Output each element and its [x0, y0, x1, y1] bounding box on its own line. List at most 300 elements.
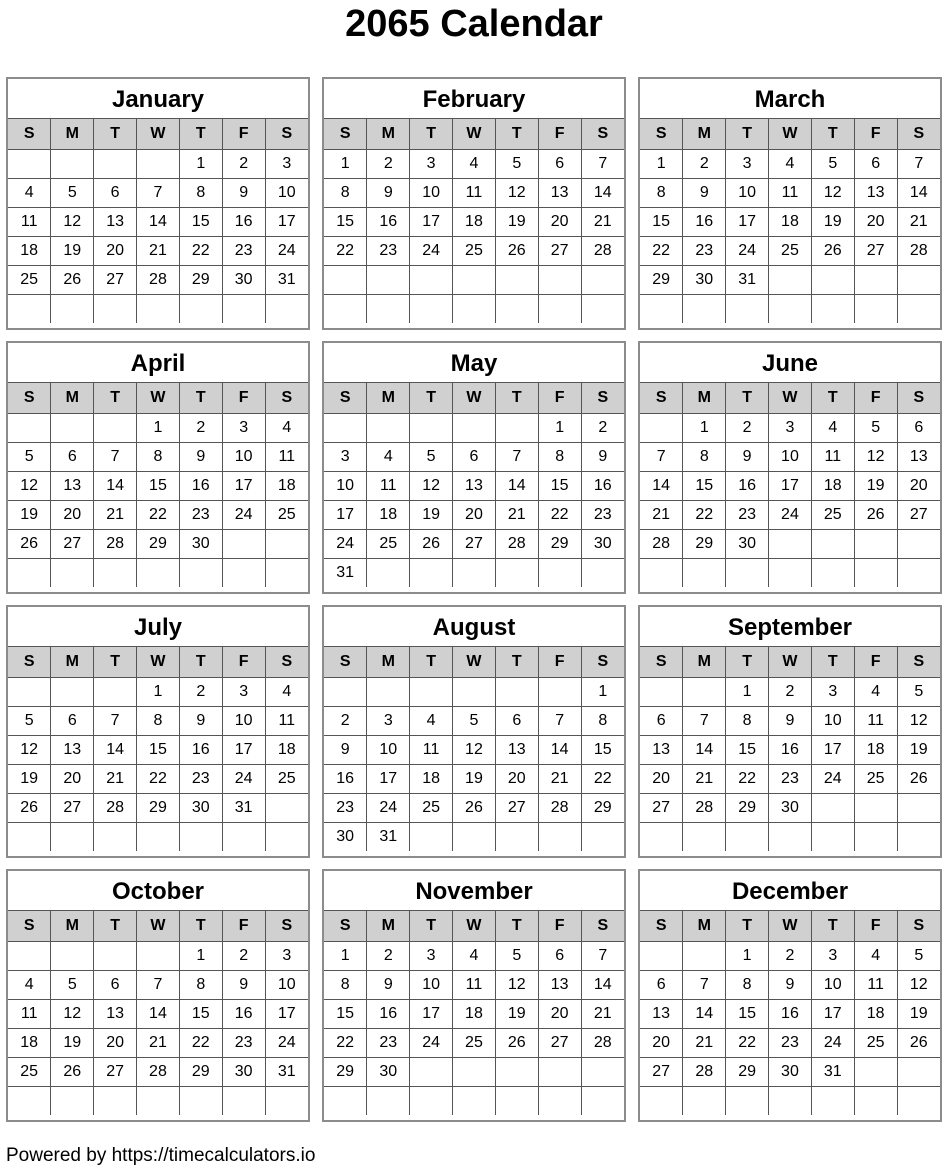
month-october: [6, 869, 310, 1122]
weekday-header-row: [640, 911, 940, 941]
day-cell: 22: [538, 500, 581, 529]
weekday-header-row: [8, 383, 308, 413]
day-cell: 16: [683, 207, 726, 236]
week-row: [324, 149, 624, 178]
day-cell: [811, 529, 854, 558]
day-cell: 17: [367, 764, 410, 793]
weekday-header: T: [726, 647, 769, 677]
day-cell: [854, 265, 897, 294]
weekday-header-row: [324, 119, 624, 149]
day-cell: 14: [897, 178, 940, 207]
day-cell: [367, 677, 410, 706]
day-cell: 5: [453, 706, 496, 735]
week-row: [640, 822, 940, 851]
week-row: [8, 149, 308, 178]
weekday-header: W: [453, 911, 496, 941]
day-cell: [179, 294, 222, 323]
day-cell: 18: [769, 207, 812, 236]
weekday-header: T: [94, 119, 137, 149]
day-cell: 20: [854, 207, 897, 236]
day-cell: 21: [538, 764, 581, 793]
day-cell: 7: [137, 970, 180, 999]
weekday-header: F: [222, 383, 265, 413]
weekday-header: F: [854, 119, 897, 149]
day-cell: 24: [324, 529, 367, 558]
day-cell: [581, 294, 624, 323]
day-cell: 23: [769, 764, 812, 793]
day-cell: 30: [683, 265, 726, 294]
day-cell: [769, 822, 812, 851]
day-cell: 16: [179, 471, 222, 500]
day-cell: 23: [726, 500, 769, 529]
day-cell: [222, 294, 265, 323]
day-cell: 29: [538, 529, 581, 558]
week-row: [8, 294, 308, 323]
day-cell: 2: [179, 413, 222, 442]
day-cell: [51, 413, 94, 442]
month-name: March: [640, 79, 940, 119]
week-row: [640, 149, 940, 178]
day-cell: [367, 558, 410, 587]
day-cell: 5: [897, 677, 940, 706]
month-name: August: [324, 607, 624, 647]
day-cell: 17: [324, 500, 367, 529]
week-row: [640, 1086, 940, 1115]
day-cell: 4: [265, 677, 308, 706]
day-cell: 23: [769, 1028, 812, 1057]
day-cell: [581, 822, 624, 851]
day-cell: [640, 413, 683, 442]
day-cell: [94, 558, 137, 587]
day-cell: 17: [726, 207, 769, 236]
day-cell: 20: [897, 471, 940, 500]
weekday-header: M: [683, 383, 726, 413]
day-cell: 25: [453, 1028, 496, 1057]
footer-credit: Powered by https://timecalculators.io: [6, 1145, 316, 1166]
day-cell: 21: [495, 500, 538, 529]
day-cell: 11: [265, 706, 308, 735]
day-cell: 19: [854, 471, 897, 500]
day-cell: [222, 558, 265, 587]
weekday-header: S: [640, 647, 683, 677]
day-cell: 22: [324, 1028, 367, 1057]
day-cell: [495, 294, 538, 323]
weekday-header: F: [538, 911, 581, 941]
day-cell: 18: [367, 500, 410, 529]
week-row: [8, 941, 308, 970]
day-cell: [453, 677, 496, 706]
day-cell: 7: [538, 706, 581, 735]
day-cell: 16: [769, 999, 812, 1028]
day-cell: 28: [683, 793, 726, 822]
week-row: [324, 941, 624, 970]
day-cell: 9: [179, 442, 222, 471]
day-cell: 5: [811, 149, 854, 178]
day-cell: 15: [324, 207, 367, 236]
day-cell: 3: [726, 149, 769, 178]
day-cell: 23: [367, 236, 410, 265]
day-cell: 9: [367, 178, 410, 207]
weekday-header: S: [265, 383, 308, 413]
day-cell: 8: [137, 442, 180, 471]
month-name: November: [324, 871, 624, 911]
day-cell: 5: [854, 413, 897, 442]
day-cell: [51, 677, 94, 706]
day-cell: 24: [410, 1028, 453, 1057]
day-cell: 18: [453, 999, 496, 1028]
weekday-header: W: [769, 911, 812, 941]
day-cell: 7: [495, 442, 538, 471]
day-cell: 20: [453, 500, 496, 529]
day-cell: [854, 558, 897, 587]
day-cell: 17: [265, 207, 308, 236]
day-cell: 11: [8, 999, 51, 1028]
day-cell: 2: [367, 941, 410, 970]
day-cell: [410, 1086, 453, 1115]
weekday-header-row: [8, 911, 308, 941]
day-cell: [897, 265, 940, 294]
day-cell: 26: [897, 764, 940, 793]
weekday-header: M: [683, 647, 726, 677]
month-grid: [640, 383, 940, 587]
week-row: [640, 1028, 940, 1057]
day-cell: [811, 822, 854, 851]
day-cell: 21: [581, 207, 624, 236]
weekday-header: S: [265, 911, 308, 941]
day-cell: 18: [265, 471, 308, 500]
day-cell: [324, 265, 367, 294]
day-cell: [769, 558, 812, 587]
day-cell: 26: [8, 793, 51, 822]
day-cell: [897, 1086, 940, 1115]
day-cell: 10: [726, 178, 769, 207]
day-cell: 26: [495, 1028, 538, 1057]
week-row: [324, 677, 624, 706]
day-cell: 17: [811, 735, 854, 764]
day-cell: 2: [769, 677, 812, 706]
day-cell: 11: [8, 207, 51, 236]
weekday-header: W: [769, 647, 812, 677]
day-cell: 28: [640, 529, 683, 558]
day-cell: [453, 1057, 496, 1086]
weekday-header: T: [811, 119, 854, 149]
day-cell: 6: [453, 442, 496, 471]
day-cell: [137, 822, 180, 851]
day-cell: [538, 294, 581, 323]
day-cell: 14: [137, 207, 180, 236]
day-cell: 13: [897, 442, 940, 471]
day-cell: 20: [640, 764, 683, 793]
day-cell: 9: [367, 970, 410, 999]
day-cell: 25: [8, 1057, 51, 1086]
weekday-header: W: [453, 119, 496, 149]
day-cell: 30: [726, 529, 769, 558]
day-cell: 16: [581, 471, 624, 500]
day-cell: 27: [538, 236, 581, 265]
day-cell: [179, 822, 222, 851]
day-cell: 17: [222, 735, 265, 764]
week-row: [8, 793, 308, 822]
weekday-header: S: [640, 911, 683, 941]
day-cell: [324, 1086, 367, 1115]
day-cell: 21: [94, 764, 137, 793]
day-cell: 13: [538, 970, 581, 999]
weekday-header: T: [94, 647, 137, 677]
day-cell: 14: [137, 999, 180, 1028]
day-cell: 8: [179, 970, 222, 999]
day-cell: 29: [640, 265, 683, 294]
day-cell: [367, 1086, 410, 1115]
day-cell: 27: [51, 793, 94, 822]
day-cell: [811, 265, 854, 294]
day-cell: 6: [897, 413, 940, 442]
day-cell: 31: [222, 793, 265, 822]
day-cell: 28: [538, 793, 581, 822]
day-cell: [94, 294, 137, 323]
day-cell: 25: [8, 265, 51, 294]
weekday-header: T: [726, 119, 769, 149]
weekday-header: T: [495, 119, 538, 149]
day-cell: 16: [324, 764, 367, 793]
day-cell: 15: [137, 735, 180, 764]
day-cell: 11: [453, 970, 496, 999]
day-cell: 23: [222, 1028, 265, 1057]
day-cell: 17: [222, 471, 265, 500]
day-cell: [683, 941, 726, 970]
weekday-header: S: [640, 119, 683, 149]
weekday-header: T: [410, 383, 453, 413]
month-grid: [640, 647, 940, 851]
weekday-header: W: [137, 647, 180, 677]
day-cell: [581, 558, 624, 587]
month-january: [6, 77, 310, 330]
week-row: [324, 706, 624, 735]
day-cell: 17: [410, 999, 453, 1028]
week-row: [324, 207, 624, 236]
day-cell: 22: [683, 500, 726, 529]
week-row: [324, 1086, 624, 1115]
day-cell: 7: [640, 442, 683, 471]
day-cell: [854, 793, 897, 822]
day-cell: 3: [265, 149, 308, 178]
day-cell: 28: [137, 1057, 180, 1086]
day-cell: [410, 265, 453, 294]
day-cell: 26: [897, 1028, 940, 1057]
weekday-header: M: [367, 383, 410, 413]
day-cell: 19: [897, 999, 940, 1028]
day-cell: [453, 294, 496, 323]
day-cell: 1: [137, 677, 180, 706]
day-cell: [495, 1057, 538, 1086]
weekday-header: S: [8, 911, 51, 941]
day-cell: 27: [94, 265, 137, 294]
day-cell: 9: [769, 970, 812, 999]
weekday-header: M: [683, 911, 726, 941]
day-cell: 10: [367, 735, 410, 764]
day-cell: [897, 1057, 940, 1086]
day-cell: 23: [683, 236, 726, 265]
week-row: [640, 236, 940, 265]
weekday-header: T: [495, 647, 538, 677]
week-row: [8, 471, 308, 500]
day-cell: 14: [683, 999, 726, 1028]
week-row: [324, 970, 624, 999]
day-cell: [769, 1086, 812, 1115]
day-cell: 3: [410, 941, 453, 970]
day-cell: [683, 1086, 726, 1115]
weekday-header: S: [324, 119, 367, 149]
day-cell: 7: [137, 178, 180, 207]
day-cell: 9: [222, 970, 265, 999]
weekday-header: M: [367, 119, 410, 149]
day-cell: [854, 294, 897, 323]
month-name: July: [8, 607, 308, 647]
weekday-header: M: [367, 647, 410, 677]
day-cell: 29: [683, 529, 726, 558]
week-row: [640, 735, 940, 764]
day-cell: 3: [324, 442, 367, 471]
day-cell: [137, 294, 180, 323]
day-cell: [367, 413, 410, 442]
weekday-header-row: [8, 647, 308, 677]
weekday-header: W: [453, 647, 496, 677]
weekday-header: M: [51, 119, 94, 149]
day-cell: 28: [94, 529, 137, 558]
weekday-header: S: [897, 383, 940, 413]
day-cell: 12: [495, 970, 538, 999]
day-cell: [640, 677, 683, 706]
weekday-header: W: [137, 911, 180, 941]
day-cell: 25: [811, 500, 854, 529]
day-cell: 30: [769, 793, 812, 822]
day-cell: 31: [265, 1057, 308, 1086]
month-june: [638, 341, 942, 594]
day-cell: 19: [811, 207, 854, 236]
day-cell: 19: [495, 999, 538, 1028]
day-cell: 12: [8, 471, 51, 500]
weekday-header: S: [581, 647, 624, 677]
weekday-header: S: [265, 647, 308, 677]
day-cell: [265, 529, 308, 558]
day-cell: 10: [410, 970, 453, 999]
day-cell: 19: [51, 236, 94, 265]
day-cell: 31: [265, 265, 308, 294]
day-cell: [897, 558, 940, 587]
day-cell: [581, 1086, 624, 1115]
week-row: [640, 677, 940, 706]
week-row: [8, 236, 308, 265]
weekday-header: F: [854, 383, 897, 413]
weekday-header: T: [179, 383, 222, 413]
day-cell: 27: [94, 1057, 137, 1086]
day-cell: [324, 294, 367, 323]
day-cell: 20: [51, 764, 94, 793]
weekday-header: T: [811, 647, 854, 677]
day-cell: 5: [51, 970, 94, 999]
day-cell: 18: [854, 999, 897, 1028]
day-cell: 24: [222, 500, 265, 529]
day-cell: 30: [222, 1057, 265, 1086]
day-cell: 12: [453, 735, 496, 764]
day-cell: 22: [179, 1028, 222, 1057]
weekday-header: F: [538, 383, 581, 413]
week-row: [8, 1028, 308, 1057]
day-cell: 3: [367, 706, 410, 735]
day-cell: [811, 294, 854, 323]
day-cell: 23: [179, 500, 222, 529]
day-cell: [8, 1086, 51, 1115]
day-cell: 7: [683, 970, 726, 999]
week-row: [324, 178, 624, 207]
week-row: [640, 442, 940, 471]
weekday-header: T: [811, 383, 854, 413]
day-cell: 13: [640, 735, 683, 764]
month-grid: [324, 119, 624, 323]
weekday-header: S: [581, 119, 624, 149]
day-cell: [811, 793, 854, 822]
day-cell: 23: [179, 764, 222, 793]
month-grid: [8, 119, 308, 323]
day-cell: [8, 677, 51, 706]
week-row: [640, 706, 940, 735]
week-row: [324, 294, 624, 323]
day-cell: 25: [453, 236, 496, 265]
day-cell: [683, 677, 726, 706]
day-cell: 24: [222, 764, 265, 793]
week-row: [640, 178, 940, 207]
day-cell: 20: [640, 1028, 683, 1057]
day-cell: 15: [179, 999, 222, 1028]
weekday-header-row: [324, 383, 624, 413]
day-cell: [495, 265, 538, 294]
week-row: [324, 1028, 624, 1057]
day-cell: 19: [8, 764, 51, 793]
day-cell: [8, 149, 51, 178]
day-cell: 22: [726, 1028, 769, 1057]
day-cell: [726, 1086, 769, 1115]
day-cell: [683, 822, 726, 851]
day-cell: 19: [495, 207, 538, 236]
weekday-header-row: [8, 119, 308, 149]
week-row: [324, 529, 624, 558]
day-cell: [538, 1086, 581, 1115]
week-row: [640, 970, 940, 999]
day-cell: 12: [897, 970, 940, 999]
day-cell: 4: [410, 706, 453, 735]
day-cell: 10: [324, 471, 367, 500]
weekday-header: M: [51, 383, 94, 413]
day-cell: 22: [640, 236, 683, 265]
day-cell: 18: [8, 1028, 51, 1057]
day-cell: 12: [897, 706, 940, 735]
day-cell: 6: [640, 970, 683, 999]
week-row: [8, 558, 308, 587]
day-cell: 6: [538, 149, 581, 178]
day-cell: 20: [538, 207, 581, 236]
day-cell: 1: [179, 941, 222, 970]
day-cell: [538, 558, 581, 587]
week-row: [8, 207, 308, 236]
day-cell: 6: [538, 941, 581, 970]
day-cell: [94, 413, 137, 442]
week-row: [8, 677, 308, 706]
day-cell: 14: [581, 178, 624, 207]
day-cell: 30: [324, 822, 367, 851]
day-cell: 16: [222, 999, 265, 1028]
day-cell: 8: [137, 706, 180, 735]
day-cell: 29: [137, 529, 180, 558]
weekday-header: W: [137, 383, 180, 413]
